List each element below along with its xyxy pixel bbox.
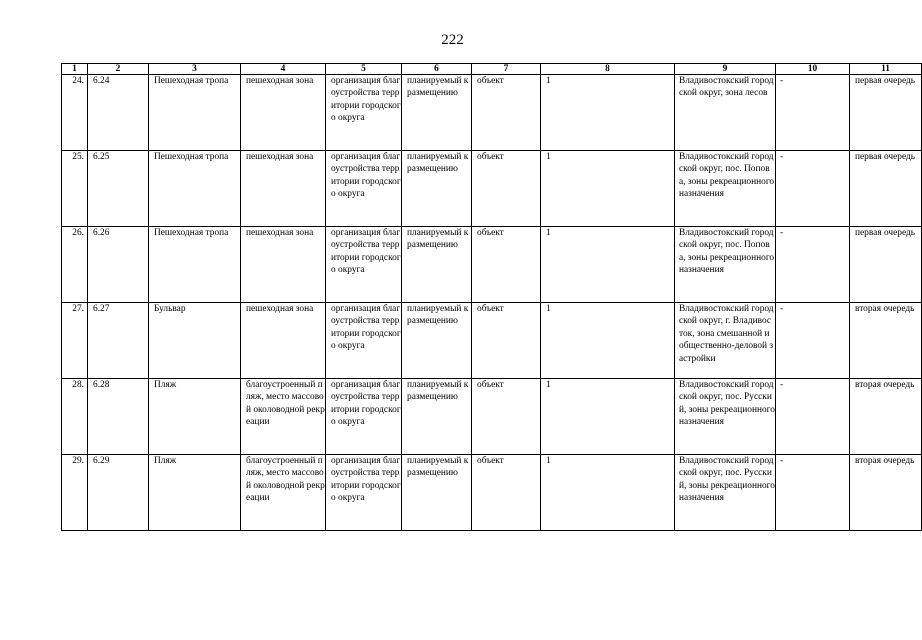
column-header: 4 <box>241 64 326 75</box>
page-number: 222 <box>441 32 464 48</box>
object-stage: вторая очередь <box>850 303 922 379</box>
object-unit: объект <box>472 379 541 455</box>
column-header: 8 <box>541 64 675 75</box>
object-unit: объект <box>472 227 541 303</box>
object-location: Владивостокский городской округ, пос. Русский, зоны рекреационного назначения <box>675 379 776 455</box>
object-zone: - <box>776 455 850 531</box>
table-row <box>62 151 922 227</box>
column-header: 5 <box>326 64 402 75</box>
row-number: 29. <box>62 455 88 531</box>
object-zone: - <box>776 75 850 151</box>
object-count: 1 <box>541 151 675 227</box>
row-number: 24. <box>62 75 88 151</box>
object-status: планируемый к размещению <box>402 303 472 379</box>
object-stage: первая очередь <box>850 227 922 303</box>
object-name: Пешеходная тропа <box>149 75 241 151</box>
row-code: 6.29 <box>88 455 149 531</box>
objects-table <box>61 63 922 531</box>
object-location: Владивостокский городской округ, пос. Русский, зоны рекреационного назначения <box>675 455 776 531</box>
object-name: Бульвар <box>149 303 241 379</box>
object-zone: - <box>776 303 850 379</box>
column-header: 10 <box>776 64 850 75</box>
column-header: 6 <box>402 64 472 75</box>
row-number: 25. <box>62 151 88 227</box>
object-count: 1 <box>541 227 675 303</box>
object-unit: объект <box>472 303 541 379</box>
table-row <box>62 75 922 151</box>
object-stage: вторая очередь <box>850 455 922 531</box>
object-unit: объект <box>472 75 541 151</box>
row-code: 6.26 <box>88 227 149 303</box>
object-name: Пляж <box>149 379 241 455</box>
object-count: 1 <box>541 379 675 455</box>
object-type: благоустроенный пляж, место массовой околоводной рекреации <box>241 379 326 455</box>
table-row <box>62 303 922 379</box>
table-row <box>62 227 922 303</box>
column-header: 3 <box>149 64 241 75</box>
object-status: планируемый к размещению <box>402 379 472 455</box>
column-header: 9 <box>675 64 776 75</box>
column-header: 11 <box>850 64 922 75</box>
object-name: Пешеходная тропа <box>149 151 241 227</box>
object-purpose: организация благоустройства территории городского округа <box>326 379 402 455</box>
object-stage: первая очередь <box>850 75 922 151</box>
object-count: 1 <box>541 75 675 151</box>
object-purpose: организация благоустройства территории городского округа <box>326 455 402 531</box>
row-code: 6.27 <box>88 303 149 379</box>
column-header: 2 <box>88 64 149 75</box>
row-number: 28. <box>62 379 88 455</box>
column-header: 1 <box>62 64 88 75</box>
table-row <box>62 455 922 531</box>
object-count: 1 <box>541 303 675 379</box>
object-status: планируемый к размещению <box>402 151 472 227</box>
object-location: Владивостокский городской округ, пос. Попова, зоны рекреационного назначения <box>675 227 776 303</box>
object-status: планируемый к размещению <box>402 455 472 531</box>
object-location: Владивостокский городской округ, г. Владивосток, зона смешанной и общественно-деловой застройки <box>675 303 776 379</box>
object-purpose: организация благоустройства территории городского округа <box>326 75 402 151</box>
row-number: 27. <box>62 303 88 379</box>
row-code: 6.28 <box>88 379 149 455</box>
object-zone: - <box>776 151 850 227</box>
row-number: 26. <box>62 227 88 303</box>
object-name: Пешеходная тропа <box>149 227 241 303</box>
table-row <box>62 379 922 455</box>
object-zone: - <box>776 379 850 455</box>
object-status: планируемый к размещению <box>402 75 472 151</box>
header-row <box>62 64 922 75</box>
object-type: пешеходная зона <box>241 75 326 151</box>
object-type: благоустроенный пляж, место массовой околоводной рекреации <box>241 455 326 531</box>
object-count: 1 <box>541 455 675 531</box>
object-stage: вторая очередь <box>850 379 922 455</box>
row-code: 6.24 <box>88 75 149 151</box>
object-name: Пляж <box>149 455 241 531</box>
object-status: планируемый к размещению <box>402 227 472 303</box>
object-type: пешеходная зона <box>241 303 326 379</box>
object-unit: объект <box>472 455 541 531</box>
object-purpose: организация благоустройства территории городского округа <box>326 151 402 227</box>
object-purpose: организация благоустройства территории городского округа <box>326 303 402 379</box>
object-location: Владивостокский городской округ, зона лесов <box>675 75 776 151</box>
object-location: Владивостокский городской округ, пос. Попова, зоны рекреационного назначения <box>675 151 776 227</box>
row-code: 6.25 <box>88 151 149 227</box>
object-purpose: организация благоустройства территории городского округа <box>326 227 402 303</box>
object-type: пешеходная зона <box>241 151 326 227</box>
table-body <box>62 75 922 531</box>
object-stage: первая очередь <box>850 151 922 227</box>
column-header: 7 <box>472 64 541 75</box>
object-type: пешеходная зона <box>241 227 326 303</box>
object-unit: объект <box>472 151 541 227</box>
object-zone: - <box>776 227 850 303</box>
